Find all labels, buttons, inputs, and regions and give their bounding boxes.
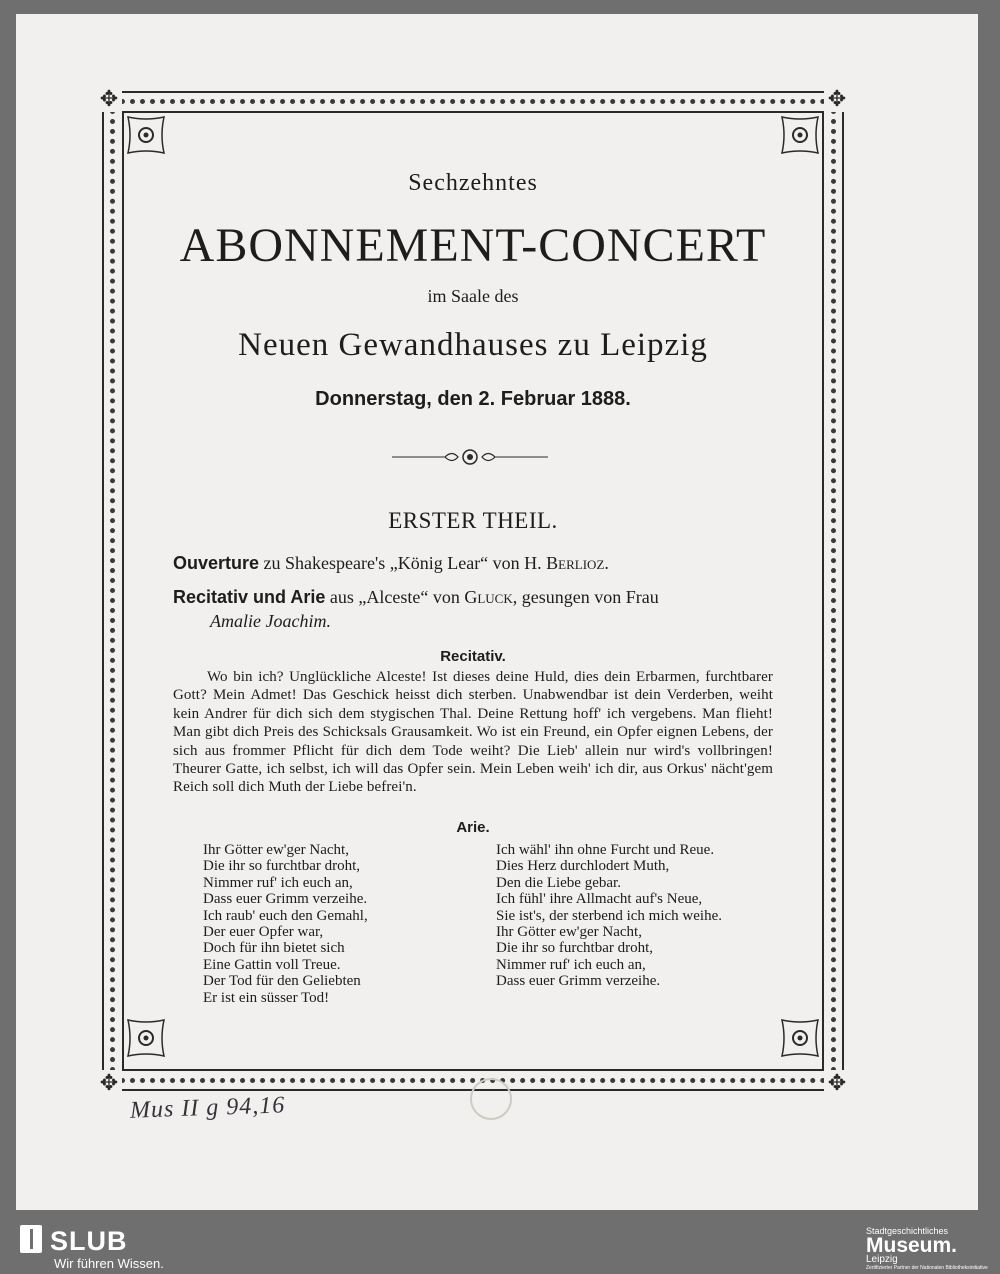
program-item-recitative-aria bbox=[173, 583, 783, 611]
arie-heading: Arie. bbox=[456, 819, 490, 836]
verse-line: Dass euer Grimm verzeihe. bbox=[203, 891, 368, 908]
verse-line: Ich wähl' ihn ohne Furcht und Reue. bbox=[496, 842, 715, 858]
performer-name: Amalie Joachim. bbox=[210, 611, 331, 631]
recitativ-text: Wo bin ich? Unglückliche Alceste! Ist dieses deine Huld, dies dein Erbarmen, furchtbarer Gott? Mein Admet! Das Geschick heisst dich sterben. Unabwendbar ist dein Verderben, weiht kein Andrer für dich sich dem stygischen Thal. Deine Rettung hoff' ich vergebens. Man flieht! Man gibt dich Preis des Schicksals Grausamkeit. Wo ist ein Freund, ein Opfer eignen Lebens, der sich aus frommer Pflicht für dich dem Tode weiht? Die Lieb' allein nur wird's vollbringen! Theurer Gatte, ich selbst, ich will das Opfer sein. Mein Leben weih' ich dir, aus Orkus' nächt'gem Reich soll dich Muth der Liebe befrei'n. bbox=[173, 669, 773, 796]
arie-left-column bbox=[203, 842, 368, 1006]
rosette-ornament-icon bbox=[780, 1018, 820, 1058]
item-text: aus „Alceste“ von bbox=[329, 587, 460, 607]
verse-line: Ich raub' euch den Gemahl, bbox=[203, 907, 368, 924]
rosette-ornament-icon bbox=[780, 115, 820, 155]
museum-name[interactable]: Museum. bbox=[866, 1234, 958, 1257]
corner-ornament-icon: ✥ bbox=[96, 86, 122, 112]
rosette-ornament-icon bbox=[126, 115, 166, 155]
item-composer: Gluck bbox=[464, 587, 513, 607]
corner-ornament-icon: ✥ bbox=[824, 86, 850, 112]
museum-partner-note: Zertifizierter Partner der Nationalen Bibliotheksinitiative bbox=[866, 1265, 988, 1271]
library-stamp bbox=[470, 1078, 512, 1120]
item-title: Ouverture bbox=[173, 553, 260, 573]
verse-line: Ihr Götter ew'ger Nacht, bbox=[496, 924, 642, 941]
slub-tagline: Wir führen Wissen. bbox=[54, 1256, 164, 1271]
item-text: , gesungen von Frau bbox=[512, 587, 659, 607]
verse-line: Eine Gattin voll Treue. bbox=[203, 956, 341, 973]
corner-ornament-icon: ✥ bbox=[824, 1070, 850, 1096]
museum-label: Stadtgeschichtliches bbox=[866, 1226, 949, 1236]
verse-line: Doch für ihn bietet sich bbox=[203, 940, 345, 957]
verse-line: Der Tod für den Geliebten bbox=[203, 973, 361, 990]
verse-line: Sie ist's, der sterbend ich mich weihe. bbox=[496, 907, 722, 924]
verse-line: Dies Herz durchlodert Muth, bbox=[496, 858, 670, 875]
recitativ-heading: Recitativ. bbox=[440, 648, 506, 665]
verse-line: Den die Liebe gebar. bbox=[496, 874, 621, 891]
slub-name[interactable]: SLUB bbox=[50, 1226, 128, 1256]
part-heading: ERSTER THEIL. bbox=[388, 508, 558, 533]
divider-ornament-icon bbox=[390, 447, 550, 467]
handwritten-shelfmark: Mus II g 94,16 bbox=[129, 1092, 286, 1124]
verse-line: Nimmer ruf' ich euch an, bbox=[496, 956, 646, 973]
item-title: Recitativ und Arie bbox=[173, 587, 326, 607]
verse-line: Ihr Götter ew'ger Nacht, bbox=[203, 842, 349, 858]
item-composer: Berlioz. bbox=[546, 553, 609, 573]
rosette-ornament-icon bbox=[126, 1018, 166, 1058]
verse-line: Die ihr so furchtbar droht, bbox=[203, 858, 361, 875]
venue-name: Neuen Gewandhauses zu Leipzig bbox=[238, 327, 708, 363]
verse-line: Ich fühl' ihre Allmacht auf's Neue, bbox=[496, 891, 703, 908]
arie-right-column bbox=[496, 842, 722, 990]
verse-line: Der euer Opfer war, bbox=[203, 924, 324, 941]
verse-line: Er ist ein süsser Tod! bbox=[203, 989, 330, 1006]
venue-line: im Saale des bbox=[427, 286, 519, 306]
corner-ornament-icon: ✥ bbox=[96, 1070, 122, 1096]
museum-city: Leipzig bbox=[866, 1254, 898, 1265]
verse-line: Nimmer ruf' ich euch an, bbox=[203, 874, 353, 891]
page-title: ABONNEMENT-CONCERT bbox=[179, 219, 767, 272]
concert-date: Donnerstag, den 2. Februar 1888. bbox=[315, 388, 631, 410]
item-text: zu Shakespeare's „König Lear“ von H. bbox=[263, 553, 542, 573]
verse-line: Dass euer Grimm verzeihe. bbox=[496, 973, 661, 990]
concert-number: Sechzehntes bbox=[408, 170, 538, 196]
verse-line: Die ihr so furchtbar droht, bbox=[496, 940, 654, 957]
program-item-overture bbox=[173, 549, 783, 577]
slub-logo-icon[interactable] bbox=[20, 1225, 42, 1253]
